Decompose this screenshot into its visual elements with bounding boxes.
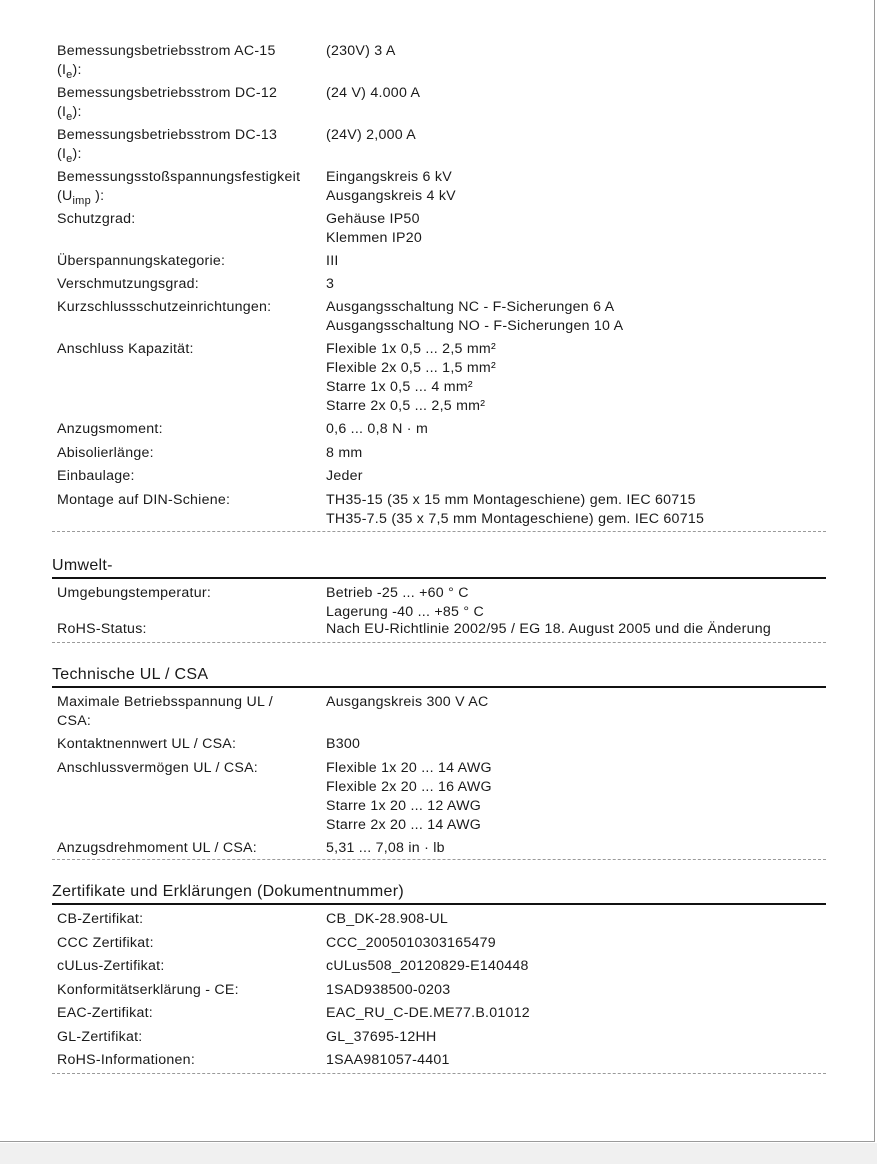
spec-label: Konformitätserklärung - CE: — [57, 981, 239, 998]
spec-value: Ausgangskreis 300 V AC — [326, 694, 489, 710]
spec-value: 1SAA981057-4401 — [326, 1052, 450, 1068]
spec-row — [52, 168, 826, 210]
spec-label: Kurzschlussschutzeinrichtungen: — [57, 299, 272, 315]
spec-row — [52, 340, 826, 420]
spec-value: B300 — [326, 736, 361, 752]
spec-row — [52, 84, 826, 126]
spec-label: Anzugsmoment: — [57, 421, 163, 437]
spec-row — [52, 298, 826, 340]
spec-row — [52, 735, 826, 759]
section-divider — [52, 642, 826, 643]
spec-label: Bemessungsbetriebsstrom DC-13 $(I_e)$: — [57, 127, 278, 165]
spec-label: CCC Zertifikat: — [57, 934, 154, 951]
spec-label: cULus-Zertifikat: — [57, 958, 165, 974]
spec-value: CCC_2005010303165479 — [326, 934, 496, 951]
spec-row — [52, 252, 826, 275]
spec-value: Flexible 1x 20 ... 14 AWG Flexible 2x 20 ... 16 AWG Starre 1x 20 ... 12 AWG Starre 2x 20 ... 14 AWG — [326, 760, 492, 833]
spec-value: EAC_RU_C-DE.ME77.B.01012 — [326, 1005, 530, 1021]
spec-value: III — [326, 253, 339, 269]
spec-row — [52, 934, 826, 958]
spec-label: Maximale Betriebsspannung UL / CSA: — [57, 694, 273, 729]
spec-label: Anschluss Kapazität: — [57, 341, 194, 357]
window-bottom-strip — [0, 1143, 877, 1164]
spec-label: Montage auf DIN-Schiene: — [57, 492, 231, 508]
spec-label: Überspannungskategorie: — [57, 253, 226, 269]
section-zertifikate — [52, 882, 826, 1074]
spec-row — [52, 910, 826, 934]
spec-value: GL_37695-12HH — [326, 1028, 437, 1045]
spec-label: Bemessungsbetriebsstrom DC-12 $(I_e)$: — [57, 85, 278, 123]
spec-row — [52, 1051, 826, 1073]
spec-label: EAC-Zertifikat: — [57, 1005, 153, 1021]
spec-value: Gehäuse IP50 Klemmen IP20 — [326, 211, 423, 246]
spec-row — [52, 693, 826, 735]
spec-value: Flexible 1x 0,5 ... 2,5 mm² Flexible 2x 0,5 ... 1,5 mm² Starre 1x 0,5 ... 4 mm² Starre 2x 0,5 ... 2,5 mm² — [326, 341, 496, 414]
spec-label: Abisolierlänge: — [57, 445, 154, 461]
spec-value: (24 V) 4.000 A — [326, 85, 421, 101]
spec-row — [52, 957, 826, 981]
spec-value: 8 mm — [326, 445, 363, 461]
spec-row — [52, 1028, 826, 1052]
spec-value: TH35-15 (35 x 15 mm Montageschiene) gem. IEC 60715 TH35-7.5 (35 x 7,5 mm Montageschiene) gem. IEC 60715 — [326, 492, 705, 527]
spec-label: Schutzgrad: — [57, 211, 136, 227]
spec-value: Ausgangsschaltung NC - F-Sicherungen 6 A Ausgangsschaltung NO - F-Sicherungen 10 A — [326, 299, 624, 334]
spec-value: Nach EU-Richtlinie 2002/95 / EG 18. August 2005 und die Änderung — [326, 621, 772, 637]
spec-row — [52, 444, 826, 467]
spec-label: Umgebungstemperatur: — [57, 585, 212, 601]
section-divider — [52, 531, 826, 532]
spec-row — [52, 467, 826, 491]
spec-row — [52, 759, 826, 839]
section-title: Umwelt- — [52, 556, 826, 579]
spec-label: Anschlussvermögen UL / CSA: — [57, 760, 258, 776]
spec-row — [52, 275, 826, 298]
spec-value: 5,31 ... 7,08 in · lb — [326, 840, 445, 856]
spec-block-electrical — [52, 42, 826, 532]
section-title: Technische UL / CSA — [52, 665, 826, 688]
spec-label: Bemessungsbetriebsstrom AC-15 $(I_e)$: — [57, 43, 276, 81]
spec-label: Kontaktnennwert UL / CSA: — [57, 736, 237, 752]
spec-value: cULus508_20120829-E140448 — [326, 958, 529, 974]
spec-value: (230V) 3 A — [326, 43, 396, 59]
spec-label: GL-Zertifikat: — [57, 1028, 143, 1045]
spec-value: Jeder — [326, 468, 363, 484]
spec-row — [52, 839, 826, 859]
spec-row — [52, 584, 826, 620]
spec-value: CB_DK-28.908-UL — [326, 911, 449, 927]
spec-label: CB-Zertifikat: — [57, 911, 144, 927]
spec-row — [52, 981, 826, 1005]
spec-value: 1SAD938500-0203 — [326, 981, 451, 998]
spec-label: Bemessungsstoßspannungsfestigkeit ($U_{imp}$ ): — [57, 169, 301, 207]
spec-row — [52, 210, 826, 252]
spec-document — [52, 42, 826, 1074]
spec-value: 3 — [326, 276, 335, 292]
spec-label: Einbaulage: — [57, 468, 135, 484]
section-ul-csa — [52, 665, 826, 860]
spec-label: RoHS-Status: — [57, 621, 147, 637]
spec-row — [52, 1004, 826, 1028]
spec-row — [52, 420, 826, 444]
section-umwelt — [52, 556, 826, 643]
spec-label: Anzugsdrehmoment UL / CSA: — [57, 840, 257, 856]
spec-value: 0,6 ... 0,8 N · m — [326, 421, 429, 437]
spec-row — [52, 620, 826, 642]
spec-row — [52, 126, 826, 168]
spec-value: (24V) 2,000 A — [326, 127, 417, 143]
spec-row — [52, 42, 826, 84]
section-divider — [52, 859, 826, 860]
spec-value: Betrieb -25 ... +60 ° C Lagerung -40 ... +85 ° C — [326, 585, 484, 620]
section-divider — [52, 1073, 826, 1074]
spec-label: RoHS-Informationen: — [57, 1052, 196, 1068]
spec-value: Eingangskreis 6 kV Ausgangskreis 4 kV — [326, 169, 456, 204]
spec-label: Verschmutzungsgrad: — [57, 276, 199, 292]
spec-row — [52, 491, 826, 531]
section-title: Zertifikate und Erklärungen (Dokumentnummer) — [52, 882, 826, 905]
